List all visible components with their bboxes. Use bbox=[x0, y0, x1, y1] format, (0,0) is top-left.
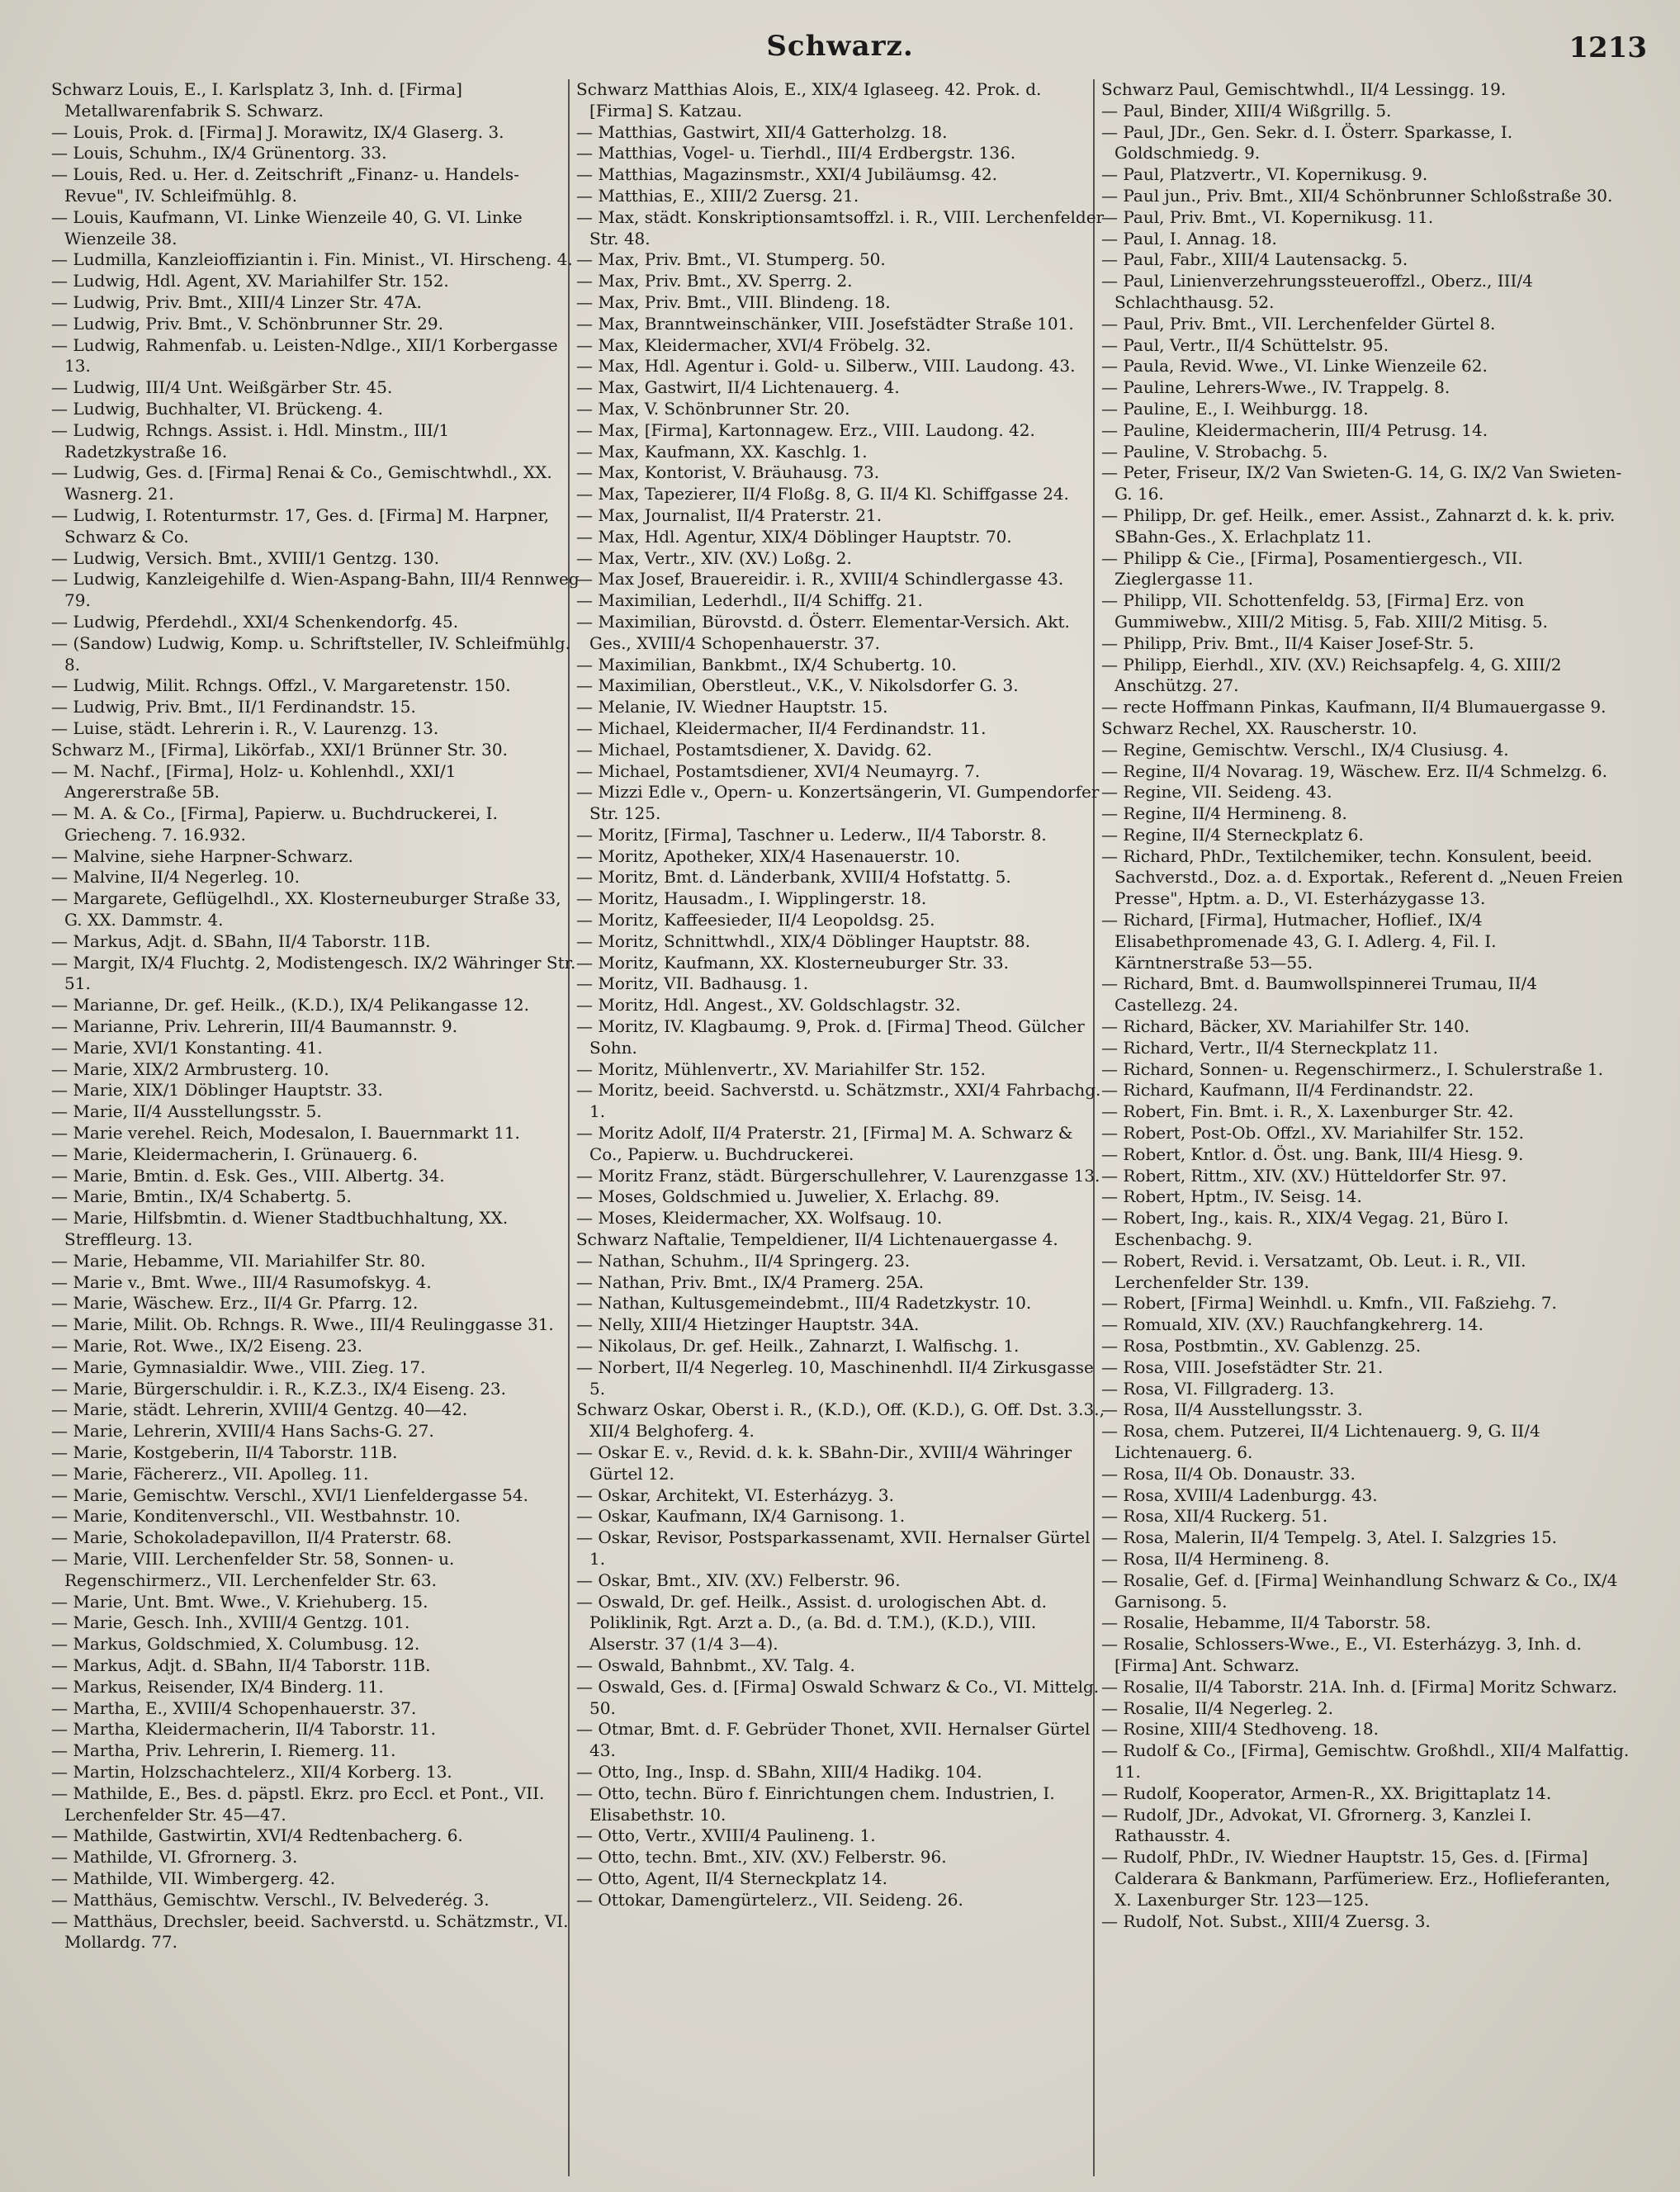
directory-entry: — Richard, Bmt. d. Baumwollspinnerei Trumau, II/4 Castellezg. 24. bbox=[1101, 973, 1537, 1016]
directory-entry: — Rudolf, PhDr., IV. Wiedner Hauptstr. 15, Ges. d. [Firma] Calderara & Bankmann, Parfümeriew. Erz., Hoflieferanten, X. Laxenburger Str. 123—125. bbox=[1101, 1847, 1611, 1910]
directory-entry: — Marie, Kostgeberin, II/4 Taborstr. 11B. bbox=[51, 1442, 398, 1462]
directory-entry: — Louis, Schuhm., IX/4 Grünentorg. 33. bbox=[51, 143, 387, 163]
directory-entry: — Otmar, Bmt. d. F. Gebrüder Thonet, XVII. Hernalser Gürtel 43. bbox=[576, 1719, 1091, 1761]
directory-entry: — Robert, Post-Ob. Offzl., XV. Mariahilfer Str. 152. bbox=[1101, 1123, 1525, 1143]
directory-entry: — Louis, Red. u. Her. d. Zeitschrift „Finanz- u. Handels-Revue", IV. Schleifmühlg. 8. bbox=[51, 164, 519, 206]
directory-entry: Schwarz Matthias Alois, E., XIX/4 Iglaseeg. 42. Prok. d. [Firma] S. Katzau. bbox=[576, 79, 1042, 121]
directory-entry: — Ludwig, Hdl. Agent, XV. Mariahilfer Str. 152. bbox=[51, 271, 449, 291]
directory-entry: — Rudolf, Not. Subst., XIII/4 Zuersg. 3. bbox=[1101, 1910, 1431, 1931]
directory-entry: — Philipp, VII. Schottenfeldg. 53, [Firma] Erz. von Gummiwebw., XIII/2 Mitisg. 5, Fab. XIII/2 Mitisg. 5. bbox=[1101, 590, 1548, 632]
directory-entry: — Mathilde, Gastwirtin, XVI/4 Redtenbacherg. 6. bbox=[51, 1825, 463, 1846]
directory-entry: — Regine, II/4 Sterneckplatz 6. bbox=[1101, 824, 1364, 845]
directory-entry: — Marie, Wäschew. Erz., II/4 Gr. Pfarrg. 12. bbox=[51, 1293, 419, 1314]
directory-entry: — Max, Priv. Bmt., VIII. Blindeng. 18. bbox=[576, 291, 891, 312]
directory-entry: — Moritz, IV. Klagbaumg. 9, Prok. d. [Firma] Theod. Gülcher Sohn. bbox=[576, 1016, 1085, 1058]
directory-entry: — Moritz, Schnittwhdl., XIX/4 Döblinger Hauptstr. 88. bbox=[576, 930, 1031, 951]
directory-entry: — Marie, Milit. Ob. Rchngs. R. Wwe., III/4 Reulinggasse 31. bbox=[51, 1314, 554, 1335]
directory-entry: — Matthias, Vogel- u. Tierhdl., III/4 Erdbergstr. 136. bbox=[576, 143, 1016, 163]
directory-entry: — Markus, Adjt. d. SBahn, II/4 Taborstr. 11B. bbox=[51, 1655, 431, 1675]
directory-entry: — Martin, Holzschachtelerz., XII/4 Korberg. 13. bbox=[51, 1761, 452, 1782]
directory-entry: — Malvine, II/4 Negerleg. 10. bbox=[51, 867, 300, 888]
directory-entry: — Richard, [Firma], Hutmacher, Hoflief., IX/4 Elisabethpromenade 43, G. I. Adlerg. 4, Fil. I. Kärntnerstraße 53—55. bbox=[1101, 910, 1497, 973]
directory-entry: — Oskar E. v., Revid. d. k. k. SBahn-Dir., XVIII/4 Währinger Gürtel 12. bbox=[576, 1442, 1072, 1484]
directory-entry: — Matthias, Magazinsmstr., XXI/4 Jubiläumsg. 42. bbox=[576, 164, 997, 185]
directory-entry: — Paul jun., Priv. Bmt., XII/4 Schönbrunner Schloßstraße 30. bbox=[1101, 185, 1613, 206]
directory-entry: — Matthias, Gastwirt, XII/4 Gatterholzg. 18. bbox=[576, 121, 948, 142]
directory-entry: — Oswald, Bahnbmt., XV. Talg. 4. bbox=[576, 1655, 855, 1675]
directory-entry: — Marie, XIX/2 Armbrusterg. 10. bbox=[51, 1058, 329, 1079]
directory-entry: — Max, Kontorist, V. Bräuhausg. 73. bbox=[576, 462, 880, 483]
directory-entry: — Robert, Rittm., XIV. (XV.) Hütteldorfer Str. 97. bbox=[1101, 1165, 1507, 1186]
directory-entry: — Louis, Kaufmann, VI. Linke Wienzeile 40, G. VI. Linke Wienzeile 38. bbox=[51, 206, 523, 249]
page-number: 1213 bbox=[1569, 31, 1647, 64]
directory-entry: — Paul, Fabr., XIII/4 Lautensackg. 5. bbox=[1101, 249, 1408, 270]
directory-entry: — Markus, Reisender, IX/4 Binderg. 11. bbox=[51, 1676, 384, 1697]
directory-entry: — M. A. & Co., [Firma], Papierw. u. Buchdruckerei, I. Griecheng. 7. 16.932. bbox=[51, 803, 498, 845]
directory-entry: — Martha, E., XVIII/4 Schopenhauerstr. 37. bbox=[51, 1697, 417, 1718]
directory-entry: — Romuald, XIV. (XV.) Rauchfangkehrerg. 14. bbox=[1101, 1314, 1484, 1335]
directory-entry: — Paul, I. Annag. 18. bbox=[1101, 228, 1277, 249]
directory-entry: — Paul, Linienverzehrungssteueroffzl., Oberz., III/4 Schlachthausg. 52. bbox=[1101, 271, 1533, 312]
directory-entry: — Marie, Gesch. Inh., XVIII/4 Gentzg. 101. bbox=[51, 1612, 410, 1633]
directory-entry: — Rosalie, Gef. d. [Firma] Weinhandlung Schwarz & Co., IX/4 Garnisong. 5. bbox=[1101, 1569, 1618, 1612]
directory-entry: — Ludwig, Priv. Bmt., XIII/4 Linzer Str. 47A. bbox=[51, 291, 422, 312]
directory-entry: — Moritz, beeid. Sachverstd. u. Schätzmstr., XXI/4 Fahrbachg. 1. bbox=[576, 1080, 1101, 1122]
directory-entry: — Moritz, Bmt. d. Länderbank, XVIII/4 Hofstattg. 5. bbox=[576, 867, 1011, 888]
directory-entry: — Peter, Friseur, IX/2 Van Swieten-G. 14, G. IX/2 Van Swieten-G. 16. bbox=[1101, 462, 1622, 504]
directory-entry: — Rosa, VIII. Josefstädter Str. 21. bbox=[1101, 1356, 1384, 1377]
directory-entry: — Oskar, Architekt, VI. Esterházyg. 3. bbox=[576, 1484, 894, 1505]
directory-entry: — Max, städt. Konskriptionsamtsoffzl. i. R., VIII. Lerchenfelder Str. 48. bbox=[576, 206, 1105, 249]
directory-entry: — Ludwig, Rchngs. Assist. i. Hdl. Minstm., III/1 Radetzkystraße 16. bbox=[51, 419, 450, 462]
directory-entry: — Max, Kleidermacher, XVI/4 Fröbelg. 32. bbox=[576, 334, 931, 355]
page-header bbox=[0, 30, 1680, 79]
directory-entry: — Nathan, Schuhm., II/4 Springerg. 23. bbox=[576, 1250, 911, 1271]
directory-entry: — Rosa, VI. Fillgraderg. 13. bbox=[1101, 1378, 1335, 1399]
directory-entry: — Otto, techn. Bmt., XIV. (XV.) Felberstr. 96. bbox=[576, 1847, 947, 1868]
directory-entry: — Regine, VII. Seideng. 43. bbox=[1101, 782, 1332, 802]
directory-entry: — Ludwig, Milit. Rchngs. Offzl., V. Margaretenstr. 150. bbox=[51, 675, 511, 696]
directory-entry: — Marie, XIX/1 Döblinger Hauptstr. 33. bbox=[51, 1080, 383, 1101]
directory-column-1 bbox=[51, 79, 580, 2176]
directory-entry: — Marie verehel. Reich, Modesalon, I. Bauernmarkt 11. bbox=[51, 1123, 520, 1143]
directory-entry: — Pauline, V. Strobachg. 5. bbox=[1101, 441, 1328, 462]
directory-entry: — Michael, Postamtsdiener, X. Davidg. 62. bbox=[576, 739, 932, 760]
directory-entry: — Paula, Revid. Wwe., VI. Linke Wienzeile 62. bbox=[1101, 356, 1488, 376]
directory-entry: — Norbert, II/4 Negerleg. 10, Maschinenhdl. II/4 Zirkusgasse 5. bbox=[576, 1356, 1094, 1399]
directory-entry: — Marie, XVI/1 Konstanting. 41. bbox=[51, 1037, 323, 1058]
directory-entry: — Moritz Franz, städt. Bürgerschullehrer, V. Laurenzgasse 13. bbox=[576, 1165, 1100, 1186]
directory-entry: — Matthias, E., XIII/2 Zuersg. 21. bbox=[576, 185, 859, 206]
page-title: Schwarz. bbox=[766, 30, 914, 63]
directory-entry: — Marie, Konditenverschl., VII. Westbahnstr. 10. bbox=[51, 1506, 461, 1527]
directory-entry: — Rudolf, Kooperator, Armen-R., XX. Brigittaplatz 14. bbox=[1101, 1782, 1552, 1803]
directory-entry: — Robert, Revid. i. Versatzamt, Ob. Leut. i. R., VII. Lerchenfelder Str. 139. bbox=[1101, 1250, 1526, 1292]
directory-entry: — Ludwig, Buchhalter, VI. Brückeng. 4. bbox=[51, 398, 384, 419]
directory-entry: — M. Nachf., [Firma], Holz- u. Kohlenhdl., XXI/1 Angererstraße 5B. bbox=[51, 760, 457, 802]
directory-entry: — Louis, Prok. d. [Firma] J. Morawitz, IX/4 Glaserg. 3. bbox=[51, 121, 504, 142]
directory-entry: — Mathilde, VII. Wimbergerg. 42. bbox=[51, 1868, 336, 1888]
directory-entry: — Marie, Bürgerschuldir. i. R., K.Z.3., IX/4 Eiseng. 23. bbox=[51, 1378, 507, 1399]
directory-entry: — Otto, Ing., Insp. d. SBahn, XIII/4 Hadikg. 104. bbox=[576, 1761, 982, 1782]
directory-entry: — Ludwig, Priv. Bmt., V. Schönbrunner Str. 29. bbox=[51, 313, 443, 334]
directory-entry: — Richard, Bäcker, XV. Mariahilfer Str. 140. bbox=[1101, 1016, 1470, 1037]
directory-entry: — Philipp, Eierhdl., XIV. (XV.) Reichsapfelg. 4, G. XIII/2 Anschützg. 27. bbox=[1101, 654, 1562, 696]
directory-entry: — Marie, Rot. Wwe., IX/2 Eiseng. 23. bbox=[51, 1336, 362, 1356]
directory-column-3 bbox=[1101, 79, 1630, 2176]
directory-entry: — Rosa, Malerin, II/4 Tempelg. 3, Atel. I. Salzgries 15. bbox=[1101, 1527, 1558, 1548]
directory-entry: — Malvine, siehe Harpner-Schwarz. bbox=[51, 845, 353, 866]
directory-entry: — Luise, städt. Lehrerin i. R., V. Laurenzg. 13. bbox=[51, 717, 439, 738]
directory-entry: — Martha, Priv. Lehrerin, I. Riemerg. 11. bbox=[51, 1740, 396, 1761]
directory-entry: — Michael, Kleidermacher, II/4 Ferdinandstr. 11. bbox=[576, 717, 987, 738]
directory-entry: — Michael, Postamtsdiener, XVI/4 Neumayrg. 7. bbox=[576, 760, 981, 781]
directory-entry: — Marie, Gymnasialdir. Wwe., VIII. Zieg. 17. bbox=[51, 1356, 426, 1377]
directory-entry: — Markus, Goldschmied, X. Columbusg. 12. bbox=[51, 1634, 420, 1655]
directory-entry: — Marie, VIII. Lerchenfelder Str. 58, Sonnen- u. Regenschirmerz., VII. Lerchenfelder Str. 63. bbox=[51, 1548, 455, 1590]
directory-entry: — Rosalie, Schlossers-Wwe., E., VI. Esterházyg. 3, Inh. d. [Firma] Ant. Schwarz. bbox=[1101, 1634, 1582, 1675]
directory-entry: — Ludwig, Ges. d. [Firma] Renai & Co., Gemischtwhdl., XX. Wasnerg. 21. bbox=[51, 462, 552, 504]
directory-entry: — Paul, Binder, XIII/4 Wißgrillg. 5. bbox=[1101, 100, 1392, 121]
directory-entry: — Matthäus, Drechsler, beeid. Sachverstd. u. Schätzmstr., VI. Mollardg. 77. bbox=[51, 1910, 569, 1953]
directory-entry: — Marie, Fächererz., VII. Apolleg. 11. bbox=[51, 1463, 369, 1484]
directory-entry: — Otto, Vertr., XVIII/4 Paulineng. 1. bbox=[576, 1825, 876, 1846]
directory-entry: — Ludwig, III/4 Unt. Weißgärber Str. 45. bbox=[51, 377, 393, 398]
directory-entry: — Marie, Kleidermacherin, I. Grünauerg. 6. bbox=[51, 1143, 419, 1164]
directory-entry: — Rosa, chem. Putzerei, II/4 Lichtenauerg. 9, G. II/4 Lichtenauerg. 6. bbox=[1101, 1421, 1540, 1462]
directory-entry: — Moses, Goldschmied u. Juwelier, X. Erlachg. 89. bbox=[576, 1186, 1000, 1207]
directory-entry: — Maximilian, Bürovstd. d. Österr. Elementar-Versich. Akt. Ges., XVIII/4 Schopenhauerstr. 37. bbox=[576, 611, 1070, 653]
directory-entry: — Max, [Firma], Kartonnagew. Erz., VIII. Laudong. 42. bbox=[576, 419, 1035, 440]
directory-entry: — Moses, Kleidermacher, XX. Wolfsaug. 10. bbox=[576, 1208, 943, 1229]
directory-entry: — Ludwig, Rahmenfab. u. Leisten-Ndlge., XII/1 Korbergasse 13. bbox=[51, 334, 558, 376]
directory-entry: — Rudolf, JDr., Advokat, VI. Gfrornerg. 3, Kanzlei I. Rathausstr. 4. bbox=[1101, 1804, 1532, 1846]
directory-entry: — Otto, techn. Büro f. Einrichtungen chem. Industrien, I. Elisabethstr. 10. bbox=[576, 1782, 1055, 1825]
directory-entry: — Max, Priv. Bmt., VI. Stumperg. 50. bbox=[576, 249, 886, 270]
directory-entry: — Marianne, Dr. gef. Heilk., (K.D.), IX/4 Pelikangasse 12. bbox=[51, 995, 529, 1016]
directory-entry: — Maximilian, Lederhdl., II/4 Schiffg. 21. bbox=[576, 590, 923, 611]
directory-entry: — Max, Kaufmann, XX. Kaschlg. 1. bbox=[576, 441, 868, 462]
directory-entry: — Max, Branntweinschänker, VIII. Josefstädter Straße 101. bbox=[576, 313, 1074, 334]
directory-column-2 bbox=[576, 79, 1105, 2176]
directory-entry: — Marie, Hilfsbmtin. d. Wiener Stadtbuchhaltung, XX. Streffleurg. 13. bbox=[51, 1208, 509, 1250]
directory-entry: — Moritz, [Firma], Taschner u. Lederw., II/4 Taborstr. 8. bbox=[576, 824, 1047, 845]
directory-entry: — Richard, Kaufmann, II/4 Ferdinandstr. 22. bbox=[1101, 1080, 1474, 1101]
directory-entry: — Robert, Hptm., IV. Seisg. 14. bbox=[1101, 1186, 1362, 1207]
directory-entry: — Nathan, Kultusgemeindebmt., III/4 Radetzkystr. 10. bbox=[576, 1293, 1032, 1314]
directory-entry: — Moritz, VII. Badhausg. 1. bbox=[576, 973, 809, 994]
directory-entry: — Oskar, Kaufmann, IX/4 Garnisong. 1. bbox=[576, 1506, 906, 1527]
directory-entry: — Philipp, Dr. gef. Heilk., emer. Assist., Zahnarzt d. k. k. priv. SBahn-Ges., X. Erlachplatz 11. bbox=[1101, 504, 1616, 547]
directory-entry: — Ludwig, Kanzleigehilfe d. Wien-Aspang-Bahn, III/4 Rennweg 79. bbox=[51, 569, 580, 611]
directory-entry: — Oskar, Bmt., XIV. (XV.) Felberstr. 96. bbox=[576, 1569, 901, 1590]
directory-entry: — Rosalie, II/4 Taborstr. 21A. Inh. d. [Firma] Moritz Schwarz. bbox=[1101, 1676, 1617, 1697]
directory-entry: — Max Josef, Brauereidir. i. R., XVIII/4 Schindlergasse 43. bbox=[576, 569, 1064, 589]
directory-entry: — Max, V. Schönbrunner Str. 20. bbox=[576, 398, 850, 419]
directory-entry: — Richard, Vertr., II/4 Sterneckplatz 11. bbox=[1101, 1037, 1439, 1058]
directory-entry: — Rosine, XIII/4 Stedhoveng. 18. bbox=[1101, 1719, 1379, 1740]
directory-entry: — Marie, Schokoladepavillon, II/4 Praterstr. 68. bbox=[51, 1527, 452, 1548]
directory-entry: — Max, Vertr., XIV. (XV.) Loßg. 2. bbox=[576, 547, 852, 568]
directory-entry: — Rosalie, Hebamme, II/4 Taborstr. 58. bbox=[1101, 1612, 1432, 1633]
directory-entry: — Pauline, Kleidermacherin, III/4 Petrusg. 14. bbox=[1101, 419, 1488, 440]
directory-entry: — Marie, Unt. Bmt. Wwe., V. Kriehuberg. 15. bbox=[51, 1591, 428, 1612]
directory-entry: — recte Hoffmann Pinkas, Kaufmann, II/4 Blumauergasse 9. bbox=[1101, 697, 1607, 717]
directory-entry: Schwarz Paul, Gemischtwhdl., II/4 Lessingg. 19. bbox=[1101, 79, 1507, 99]
directory-entry: — Regine, II/4 Novarag. 19, Wäschew. Erz. II/4 Schmelzg. 6. bbox=[1101, 760, 1607, 781]
directory-entry: — Ludmilla, Kanzleioffiziantin i. Fin. Minist., VI. Hirscheng. 4. bbox=[51, 249, 573, 270]
directory-entry: — Rosa, XII/4 Ruckerg. 51. bbox=[1101, 1506, 1328, 1527]
directory-entry: — Maximilian, Oberstleut., V.K., V. Nikolsdorfer G. 3. bbox=[576, 675, 1019, 696]
directory-entry: — Mathilde, E., Bes. d. päpstl. Ekrz. pro Eccl. et Pont., VII. Lerchenfelder Str. 45—47. bbox=[51, 1782, 545, 1825]
directory-entry: — Marie, Hebamme, VII. Mariahilfer Str. 80. bbox=[51, 1250, 426, 1271]
directory-entry: — Moritz, Apotheker, XIX/4 Hasenauerstr. 10. bbox=[576, 845, 961, 866]
directory-entry: Schwarz Rechel, XX. Rauscherstr. 10. bbox=[1101, 717, 1417, 738]
directory-entry: — (Sandow) Ludwig, Komp. u. Schriftsteller, IV. Schleifmühlg. 8. bbox=[51, 632, 570, 675]
directory-entry: — Moritz, Kaufmann, XX. Klosterneuburger Str. 33. bbox=[576, 952, 1009, 973]
directory-entry: — Rosa, XVIII/4 Ladenburgg. 43. bbox=[1101, 1484, 1378, 1505]
directory-entry: — Ludwig, Pferdehdl., XXI/4 Schenkendorfg. 45. bbox=[51, 611, 459, 632]
directory-entry: — Markus, Adjt. d. SBahn, II/4 Taborstr. 11B. bbox=[51, 930, 431, 951]
directory-entry: — Paul, Vertr., II/4 Schüttelstr. 95. bbox=[1101, 334, 1389, 355]
directory-entry: — Regine, Gemischtw. Verschl., IX/4 Clusiusg. 4. bbox=[1101, 739, 1509, 760]
directory-entry: — Max, Hdl. Agentur, XIX/4 Döblinger Hauptstr. 70. bbox=[576, 526, 1012, 547]
directory-entry: — Max, Tapezierer, II/4 Floßg. 8, G. II/4 Kl. Schiffgasse 24. bbox=[576, 484, 1069, 504]
directory-entry: — Max, Gastwirt, II/4 Lichtenauerg. 4. bbox=[576, 377, 900, 398]
directory-entry: — Philipp & Cie., [Firma], Posamentiergesch., VII. Zieglergasse 11. bbox=[1101, 547, 1523, 589]
directory-entry: — Ottokar, Damengürtelerz., VII. Seideng. 26. bbox=[576, 1889, 963, 1910]
directory-entry: — Maximilian, Bankbmt., IX/4 Schubertg. 10. bbox=[576, 654, 957, 675]
directory-entry: — Moritz, Mühlenvertr., XV. Mariahilfer Str. 152. bbox=[576, 1058, 987, 1079]
directory-entry: — Oswald, Dr. gef. Heilk., Assist. d. urologischen Abt. d. Poliklinik, Rgt. Arzt a. D., (a. Bd. d. T.M.), (K.D.), VIII. Alserstr. 37 (1/4 3—4). bbox=[576, 1591, 1047, 1655]
directory-entry: — Nikolaus, Dr. gef. Heilk., Zahnarzt, I. Walfischg. 1. bbox=[576, 1336, 1020, 1356]
directory-entry: — Moritz, Kaffeesieder, II/4 Leopoldsg. 25. bbox=[576, 910, 935, 930]
directory-entry: — Melanie, IV. Wiedner Hauptstr. 15. bbox=[576, 697, 888, 717]
directory-entry: Schwarz Naftalie, Tempeldiener, II/4 Lichtenauergasse 4. bbox=[576, 1229, 1058, 1250]
directory-entry: — Max, Priv. Bmt., XV. Sperrg. 2. bbox=[576, 271, 853, 291]
directory-entry: — Margarete, Geflügelhdl., XX. Klosterneuburger Straße 33, G. XX. Dammstr. 4. bbox=[51, 888, 561, 930]
directory-entry: — Max, Journalist, II/4 Praterstr. 21. bbox=[576, 504, 883, 525]
directory-entry: — Robert, Kntlor. d. Öst. ung. Bank, III/4 Hiesg. 9. bbox=[1101, 1143, 1524, 1164]
directory-entry: — Max, Hdl. Agentur i. Gold- u. Silberw., VIII. Laudong. 43. bbox=[576, 356, 1076, 376]
directory-entry: — Oswald, Ges. d. [Firma] Oswald Schwarz & Co., VI. Mittelg. 50. bbox=[576, 1676, 1100, 1718]
directory-entry: Schwarz Louis, E., I. Karlsplatz 3, Inh. d. [Firma] Metallwarenfabrik S. Schwarz. bbox=[51, 79, 462, 121]
directory-entry: — Pauline, E., I. Weihburgg. 18. bbox=[1101, 398, 1369, 419]
directory-entry: — Marie, II/4 Ausstellungsstr. 5. bbox=[51, 1101, 322, 1122]
directory-entry: — Rudolf & Co., [Firma], Gemischtw. Großhdl., XII/4 Malfattig. 11. bbox=[1101, 1740, 1630, 1782]
directory-entry: Schwarz M., [Firma], Likörfab., XXI/1 Brünner Str. 30. bbox=[51, 739, 508, 760]
directory-entry: — Robert, Ing., kais. R., XIX/4 Vegag. 21, Büro I. Eschenbachg. 9. bbox=[1101, 1208, 1509, 1250]
directory-entry: — Moritz Adolf, II/4 Praterstr. 21, [Firma] M. A. Schwarz & Co., Papierw. u. Buchdruckerei. bbox=[576, 1123, 1073, 1164]
directory-entry: — Matthäus, Gemischtw. Verschl., IV. Belvederég. 3. bbox=[51, 1889, 490, 1910]
directory-entry: — Paul, Platzvertr., VI. Kopernikusg. 9. bbox=[1101, 164, 1428, 185]
directory-entry: — Marie, städt. Lehrerin, XVIII/4 Gentzg. 40—42. bbox=[51, 1399, 468, 1420]
directory-entry: — Moritz, Hausadm., I. Wipplingerstr. 18. bbox=[576, 888, 927, 909]
directory-entry: — Marie v., Bmt. Wwe., III/4 Rasumofskyg. 4. bbox=[51, 1271, 432, 1292]
directory-entry: — Rosa, II/4 Ausstellungsstr. 3. bbox=[1101, 1399, 1363, 1420]
directory-entry: — Nelly, XIII/4 Hietzinger Hauptstr. 34A. bbox=[576, 1314, 920, 1335]
directory-entry: — Philipp, Priv. Bmt., II/4 Kaiser Josef-Str. 5. bbox=[1101, 632, 1474, 653]
directory-entry: — Robert, [Firma] Weinhdl. u. Kmfn., VII. Faßziehg. 7. bbox=[1101, 1293, 1557, 1314]
directory-entry: — Otto, Agent, II/4 Sterneckplatz 14. bbox=[576, 1868, 887, 1888]
directory-entry: — Moritz, Hdl. Angest., XV. Goldschlagstr. 32. bbox=[576, 995, 961, 1016]
directory-entry: — Robert, Fin. Bmt. i. R., X. Laxenburger Str. 42. bbox=[1101, 1101, 1514, 1122]
directory-entry: — Rosa, II/4 Ob. Donaustr. 33. bbox=[1101, 1463, 1356, 1484]
directory-entry: — Rosa, Postbmtin., XV. Gablenzg. 25. bbox=[1101, 1336, 1422, 1356]
directory-entry: — Margit, IX/4 Fluchtg. 2, Modistengesch. IX/2 Währinger Str. 51. bbox=[51, 952, 576, 994]
directory-entry: — Regine, II/4 Hermineng. 8. bbox=[1101, 803, 1347, 824]
directory-entry: — Ludwig, I. Rotenturmstr. 17, Ges. d. [Firma] M. Harpner, Schwarz & Co. bbox=[51, 504, 550, 547]
directory-entry: — Paul, JDr., Gen. Sekr. d. I. Österr. Sparkasse, I. Goldschmiedg. 9. bbox=[1101, 121, 1513, 163]
directory-entry: — Mizzi Edle v., Opern- u. Konzertsängerin, VI. Gumpendorfer Str. 125. bbox=[576, 782, 1100, 824]
directory-entry: — Rosalie, II/4 Negerleg. 2. bbox=[1101, 1697, 1333, 1718]
directory-entry: — Martha, Kleidermacherin, II/4 Taborstr. 11. bbox=[51, 1719, 436, 1740]
directory-entry: — Marie, Gemischtw. Verschl., XVI/1 Lienfeldergasse 54. bbox=[51, 1484, 528, 1505]
directory-entry: — Richard, PhDr., Textilchemiker, techn. Konsulent, beeid. Sachverstd., Doz. a. d. Exportak., Referent d. „Neuen Freien Presse", Hptm. a. D., VI. Esterházygasse 13. bbox=[1101, 845, 1623, 909]
directory-entry: — Paul, Priv. Bmt., VI. Kopernikusg. 11. bbox=[1101, 206, 1434, 227]
directory-entry: Schwarz Oskar, Oberst i. R., (K.D.), Off. (K.D.), G. Off. Dst. 3.3., XII/4 Belghoferg. 4. bbox=[576, 1399, 1105, 1442]
directory-entry: — Marie, Bmtin. d. Esk. Ges., VIII. Albertg. 34. bbox=[51, 1165, 445, 1186]
directory-entry: — Marie, Lehrerin, XVIII/4 Hans Sachs-G. 27. bbox=[51, 1421, 434, 1442]
directory-entry: — Paul, Priv. Bmt., VII. Lerchenfelder Gürtel 8. bbox=[1101, 313, 1496, 334]
directory-entry: — Ludwig, Versich. Bmt., XVIII/1 Gentzg. 130. bbox=[51, 547, 440, 568]
directory-entry: — Pauline, Lehrers-Wwe., IV. Trappelg. 8. bbox=[1101, 377, 1450, 398]
directory-entry: — Richard, Sonnen- u. Regenschirmerz., I. Schulerstraße 1. bbox=[1101, 1058, 1604, 1079]
directory-entry: — Nathan, Priv. Bmt., IX/4 Pramerg. 25A. bbox=[576, 1271, 925, 1292]
directory-entry: — Rosa, II/4 Hermineng. 8. bbox=[1101, 1548, 1330, 1569]
directory-entry: — Ludwig, Priv. Bmt., II/1 Ferdinandstr. 15. bbox=[51, 697, 416, 717]
directory-entry: — Oskar, Revisor, Postsparkassenamt, XVII. Hernalser Gürtel 1. bbox=[576, 1527, 1091, 1569]
directory-entry: — Marianne, Priv. Lehrerin, III/4 Baumannstr. 9. bbox=[51, 1016, 458, 1037]
directory-entry: — Mathilde, VI. Gfrornerg. 3. bbox=[51, 1847, 298, 1868]
directory-entry: — Marie, Bmtin., IX/4 Schabertg. 5. bbox=[51, 1186, 352, 1207]
